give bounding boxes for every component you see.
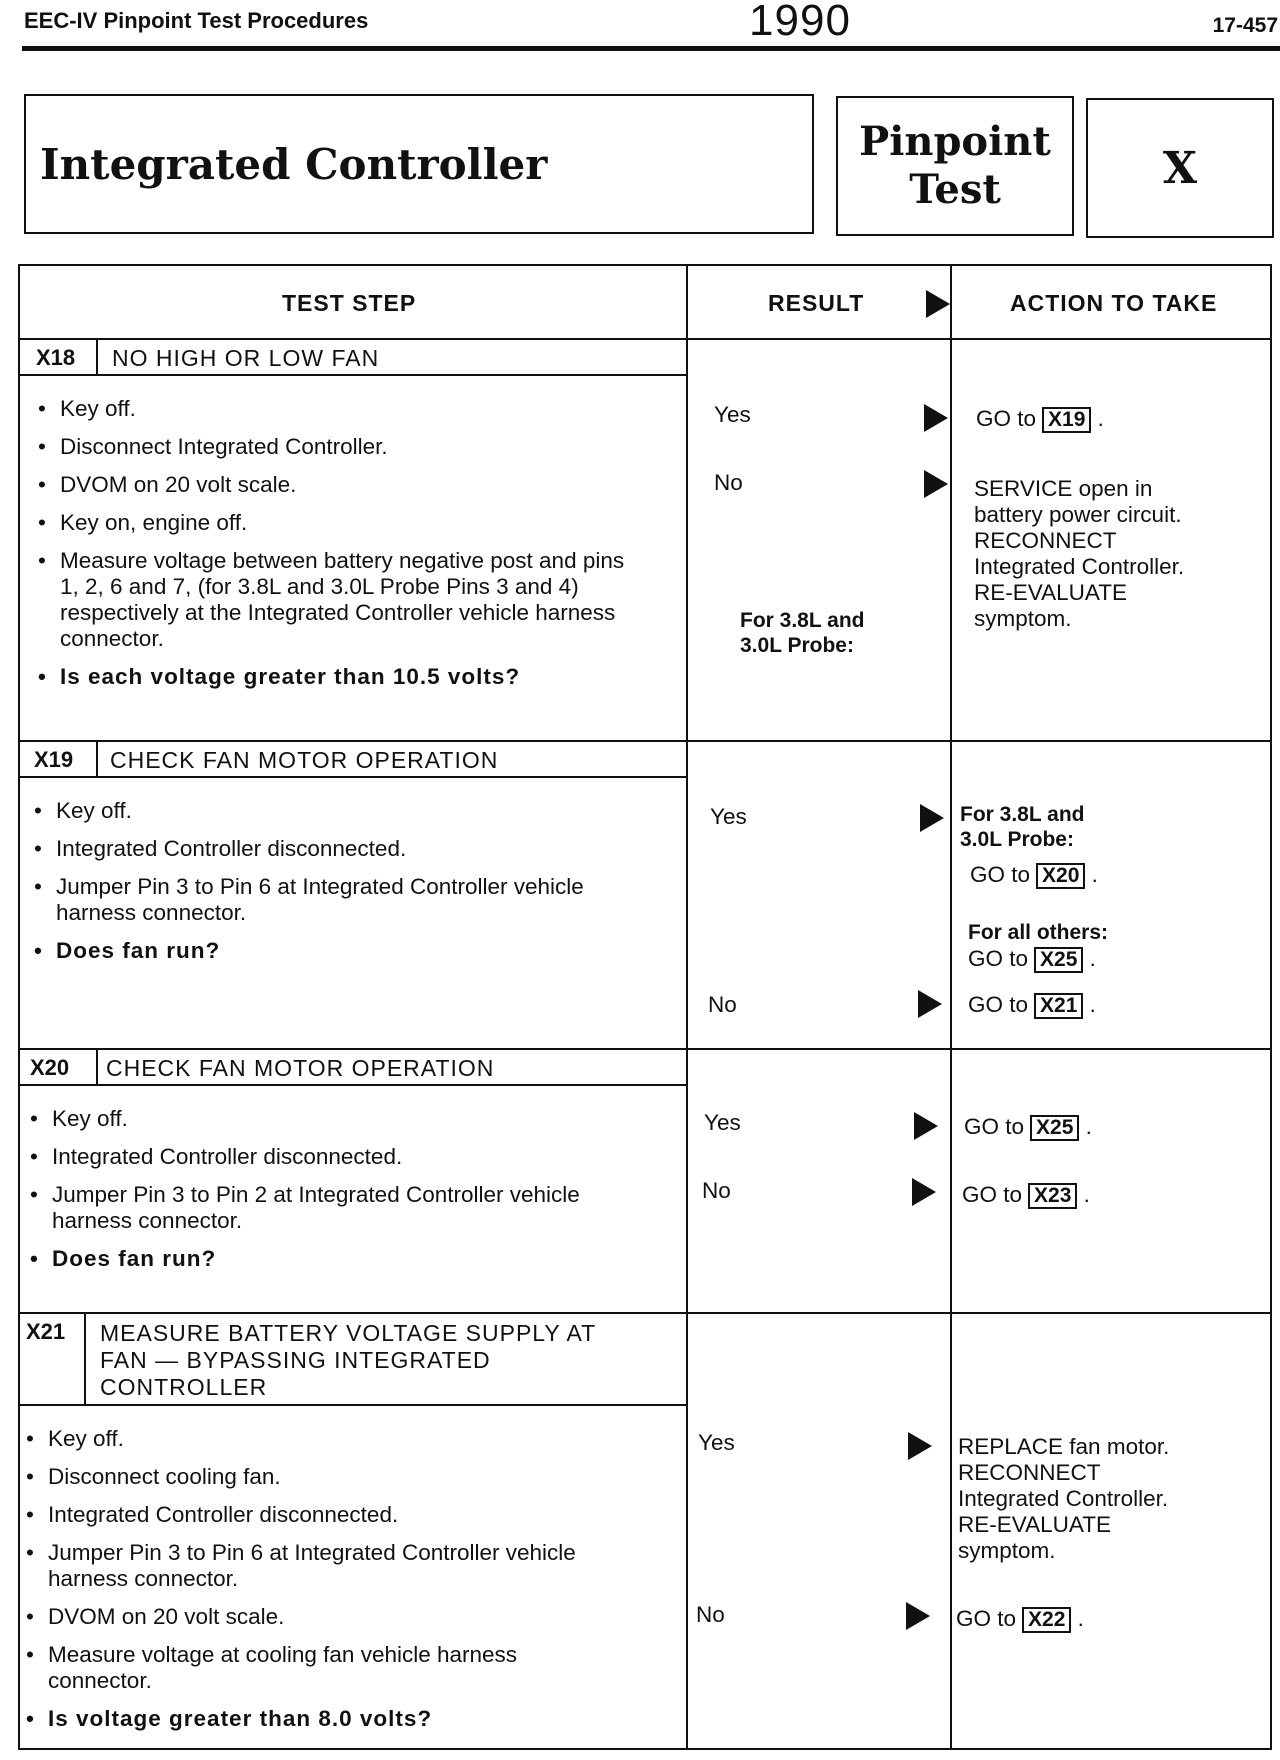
result-arrow-icon bbox=[908, 1432, 932, 1465]
pinpoint-test-table bbox=[18, 264, 1272, 1750]
list-item: • Integrated Controller disconnected. bbox=[28, 1144, 628, 1170]
action-others-label: For all others: bbox=[968, 921, 1109, 944]
action-others: GO to X25 . bbox=[968, 946, 1096, 971]
result-no: No bbox=[702, 1178, 731, 1203]
step-ref-x19[interactable]: X19 bbox=[1042, 407, 1091, 433]
step-ref-x20[interactable]: X20 bbox=[1036, 863, 1085, 889]
list-item: • Key off. bbox=[24, 1426, 624, 1452]
pinpoint-test-box bbox=[836, 96, 1074, 236]
result-arrow-icon bbox=[912, 1178, 936, 1211]
test-letter-box bbox=[1086, 98, 1274, 238]
step-title-x19: CHECK FAN MOTOR OPERATION bbox=[110, 747, 499, 773]
result-yes: Yes bbox=[704, 1110, 741, 1135]
action-yes: GO to X25 . bbox=[964, 1114, 1092, 1139]
action-no: GO to X22 . bbox=[956, 1606, 1084, 1631]
list-item: • Jumper Pin 3 to Pin 6 at Integrated Controller vehicle harness connector. bbox=[32, 874, 632, 926]
page-number: 17-457 bbox=[1212, 14, 1278, 37]
result-no: No bbox=[714, 470, 743, 495]
step-title-x20: CHECK FAN MOTOR OPERATION bbox=[106, 1055, 495, 1081]
column-header-test-step: TEST STEP bbox=[282, 290, 417, 316]
list-item: • Key off. bbox=[28, 1106, 628, 1132]
result-yes: Yes bbox=[698, 1430, 735, 1455]
column-divider-result bbox=[686, 266, 688, 1748]
step-id-x21: X21 bbox=[26, 1319, 66, 1344]
result-yes: Yes bbox=[714, 402, 751, 427]
list-item: • Key off. bbox=[36, 396, 626, 422]
manual-title: EEC-IV Pinpoint Test Procedures bbox=[24, 8, 369, 33]
result-arrow-icon bbox=[906, 1602, 930, 1635]
step-id-x18: X18 bbox=[36, 345, 76, 370]
action-note: For 3.8L and 3.0L Probe: bbox=[960, 803, 1085, 851]
list-item: • Integrated Controller disconnected. bbox=[32, 836, 632, 862]
result-arrow-icon bbox=[924, 470, 948, 503]
result-arrow-icon bbox=[924, 404, 948, 437]
action-no: GO to X21 . bbox=[968, 992, 1096, 1017]
step-x19-instructions bbox=[32, 798, 632, 964]
header-divider bbox=[20, 338, 1270, 340]
result-note: For 3.8L and 3.0L Probe: bbox=[740, 609, 865, 657]
result-no: No bbox=[708, 992, 737, 1017]
list-item: • Key off. bbox=[32, 798, 632, 824]
step-id-x20: X20 bbox=[30, 1055, 70, 1080]
step-ref-x23[interactable]: X23 bbox=[1028, 1183, 1077, 1209]
result-arrow-icon bbox=[918, 990, 942, 1023]
list-item: • Jumper Pin 3 to Pin 2 at Integrated Controller vehicle harness connector. bbox=[28, 1182, 628, 1234]
list-item: • Disconnect cooling fan. bbox=[24, 1464, 624, 1490]
action-yes: GO to X19 . bbox=[976, 406, 1104, 431]
step-question: • Does fan run? bbox=[32, 938, 632, 964]
list-item: • DVOM on 20 volt scale. bbox=[36, 472, 626, 498]
column-header-action: ACTION TO TAKE bbox=[1010, 290, 1218, 316]
list-item: • Integrated Controller disconnected. bbox=[24, 1502, 624, 1528]
action-no: SERVICE open in battery power circuit. RECONNECT Integrated Controller. RE-EVALUATE symptom. bbox=[974, 476, 1185, 631]
action-yes: GO to X20 . bbox=[970, 862, 1098, 887]
list-item: • Jumper Pin 3 to Pin 6 at Integrated Controller vehicle harness connector. bbox=[24, 1540, 624, 1592]
header-arrow-icon bbox=[926, 290, 950, 323]
step-ref-x25[interactable]: X25 bbox=[1034, 947, 1083, 973]
component-title: Integrated Controller bbox=[40, 139, 548, 189]
result-no: No bbox=[696, 1602, 725, 1627]
column-divider-action bbox=[950, 266, 952, 1748]
step-ref-x22[interactable]: X22 bbox=[1022, 1607, 1071, 1633]
step-title-x21: MEASURE BATTERY VOLTAGE SUPPLY AT FAN — BYPASSING INTEGRATED CONTROLLER bbox=[100, 1320, 597, 1400]
list-item: • Measure voltage between battery negative post and pins 1, 2, 6 and 7, (for 3.8L and 3.0L Probe Pins 3 and 4) respectively at the Integrated Controller vehicle harness connector. bbox=[36, 548, 626, 652]
list-item: • Key on, engine off. bbox=[36, 510, 626, 536]
step-id-x19: X19 bbox=[34, 747, 74, 772]
test-label: Test bbox=[909, 166, 1001, 213]
action-yes: REPLACE fan motor. RECONNECT Integrated Controller. RE-EVALUATE symptom. bbox=[958, 1434, 1170, 1563]
step-title-x18: NO HIGH OR LOW FAN bbox=[112, 345, 380, 371]
column-header-result: RESULT bbox=[768, 290, 865, 316]
model-year: 1990 bbox=[749, 0, 851, 45]
list-item: • Measure voltage at cooling fan vehicle harness connector. bbox=[24, 1642, 624, 1694]
step-ref-x25[interactable]: X25 bbox=[1030, 1115, 1079, 1141]
action-no: GO to X23 . bbox=[962, 1182, 1090, 1207]
step-x20-instructions bbox=[28, 1106, 628, 1272]
step-ref-x21[interactable]: X21 bbox=[1034, 993, 1083, 1019]
step-question: • Is voltage greater than 8.0 volts? bbox=[24, 1706, 624, 1732]
result-arrow-icon bbox=[914, 1112, 938, 1145]
header-rule bbox=[22, 46, 1280, 51]
result-arrow-icon bbox=[920, 804, 944, 837]
result-yes: Yes bbox=[710, 804, 747, 829]
pinpoint-label: Pinpoint bbox=[859, 118, 1051, 165]
test-letter: X bbox=[1162, 142, 1198, 194]
step-x21-instructions bbox=[24, 1426, 624, 1732]
list-item: • DVOM on 20 volt scale. bbox=[24, 1604, 624, 1630]
list-item: • Disconnect Integrated Controller. bbox=[36, 434, 626, 460]
step-question: • Is each voltage greater than 10.5 volts? bbox=[36, 664, 626, 690]
step-question: • Does fan run? bbox=[28, 1246, 628, 1272]
step-x18-instructions bbox=[36, 396, 626, 690]
component-title-box bbox=[24, 94, 814, 234]
